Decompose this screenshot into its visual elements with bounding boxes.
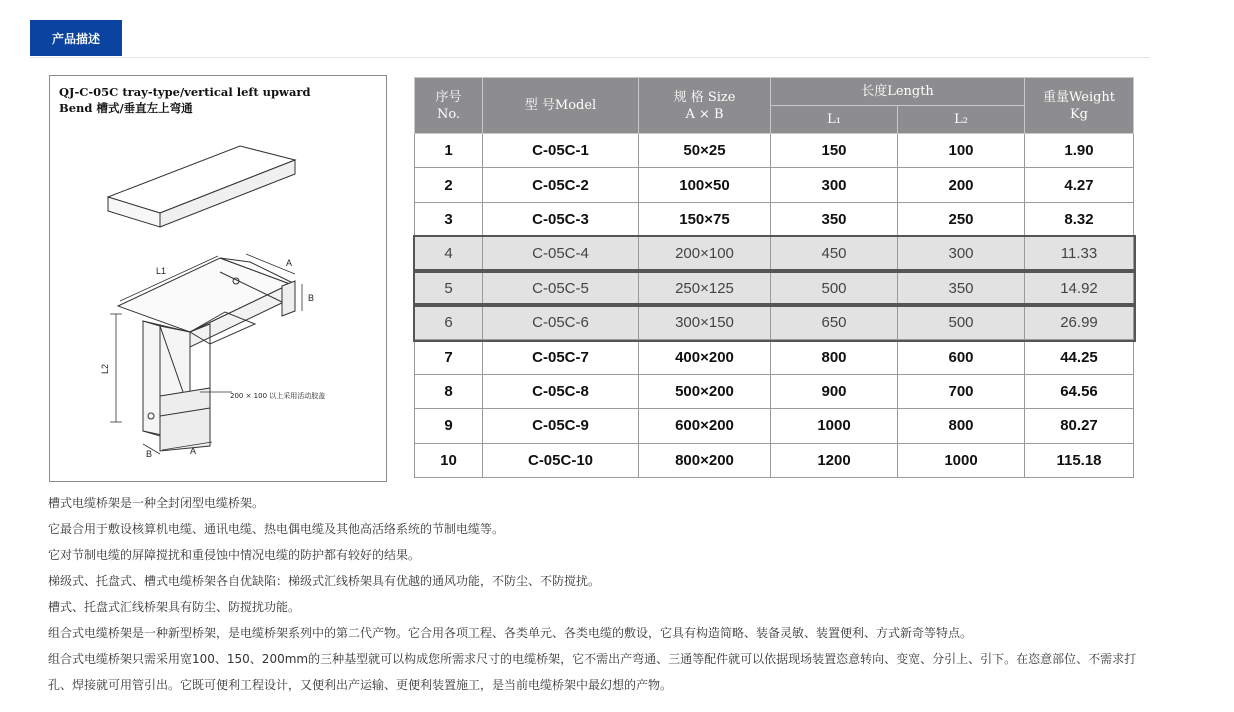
bend-diagram xyxy=(50,76,386,481)
cell-size: 100×50 xyxy=(639,168,771,202)
cell-weight: 44.25 xyxy=(1025,340,1134,374)
dim-a-bottom: A xyxy=(190,446,197,456)
drawing-title-line2: Bend 槽式/垂直左上弯通 xyxy=(59,101,193,115)
header-l1: L₁ xyxy=(771,106,898,134)
cell-size: 400×200 xyxy=(639,340,771,374)
cell-size: 50×25 xyxy=(639,134,771,168)
cell-weight: 4.27 xyxy=(1025,168,1134,202)
cell-l2: 200 xyxy=(898,168,1025,202)
cell-l1: 300 xyxy=(771,168,898,202)
bend-body xyxy=(118,258,295,451)
dim-b-bottom: B xyxy=(146,449,153,459)
cell-model: C-05C-1 xyxy=(483,134,639,168)
cell-size: 250×125 xyxy=(639,271,771,305)
drawing-note: 200 × 100 以上采用活动胶盖 xyxy=(230,392,326,400)
header-size xyxy=(639,78,771,134)
cell-l2: 700 xyxy=(898,374,1025,408)
cell-no: 6 xyxy=(415,305,483,339)
cell-weight: 115.18 xyxy=(1025,443,1134,477)
cell-model: C-05C-3 xyxy=(483,202,639,236)
header-no-cn: 序号 xyxy=(435,89,462,105)
cell-l2: 350 xyxy=(898,271,1025,305)
cell-l1: 900 xyxy=(771,374,898,408)
cell-size: 200×100 xyxy=(639,237,771,271)
cell-l2: 500 xyxy=(898,305,1025,339)
cell-model: C-05C-6 xyxy=(483,305,639,339)
table-row xyxy=(415,134,1134,168)
cell-l2: 250 xyxy=(898,202,1025,236)
cell-model: C-05C-2 xyxy=(483,168,639,202)
cell-size: 600×200 xyxy=(639,409,771,443)
header-no xyxy=(415,78,483,134)
cell-l1: 350 xyxy=(771,202,898,236)
cell-size: 300×150 xyxy=(639,305,771,339)
cell-no: 1 xyxy=(415,134,483,168)
cell-l2: 800 xyxy=(898,409,1025,443)
cell-weight: 1.90 xyxy=(1025,134,1134,168)
cell-no: 5 xyxy=(415,271,483,305)
tab-product-description[interactable]: 产品描述 xyxy=(30,20,122,56)
table-row xyxy=(415,340,1134,374)
cell-weight: 80.27 xyxy=(1025,409,1134,443)
cell-model: C-05C-9 xyxy=(483,409,639,443)
cell-l2: 100 xyxy=(898,134,1025,168)
cell-weight: 8.32 xyxy=(1025,202,1134,236)
cell-size: 500×200 xyxy=(639,374,771,408)
cell-no: 8 xyxy=(415,374,483,408)
description-line: 槽式、托盘式汇线桥架具有防尘、防搅扰功能。 xyxy=(48,600,301,614)
dim-a-top: A xyxy=(286,258,293,268)
header-weight-label: 重量Weight xyxy=(1042,89,1116,105)
cell-l2: 300 xyxy=(898,237,1025,271)
cell-no: 2 xyxy=(415,168,483,202)
drawing-title-line1: QJ-C-05C tray-type/vertical left upward xyxy=(59,85,311,99)
cell-model: C-05C-10 xyxy=(483,443,639,477)
cell-weight: 64.56 xyxy=(1025,374,1134,408)
header-no-en: No. xyxy=(436,106,461,122)
cell-no: 4 xyxy=(415,237,483,271)
cell-l1: 150 xyxy=(771,134,898,168)
cell-l1: 650 xyxy=(771,305,898,339)
table-row xyxy=(415,443,1134,477)
cell-l1: 450 xyxy=(771,237,898,271)
cell-l2: 600 xyxy=(898,340,1025,374)
product-drawing xyxy=(49,75,387,482)
cell-no: 3 xyxy=(415,202,483,236)
cell-no: 10 xyxy=(415,443,483,477)
table-row xyxy=(415,168,1134,202)
cell-no: 9 xyxy=(415,409,483,443)
description xyxy=(48,490,1148,698)
dim-l1: L1 xyxy=(156,266,167,276)
cell-l1: 500 xyxy=(771,271,898,305)
header-length: 长度Length xyxy=(771,78,1025,106)
cell-size: 800×200 xyxy=(639,443,771,477)
cell-weight: 26.99 xyxy=(1025,305,1134,339)
spec-table xyxy=(414,77,1134,478)
cell-weight: 11.33 xyxy=(1025,237,1134,271)
cell-l1: 800 xyxy=(771,340,898,374)
description-line: 梯级式、托盘式、槽式电缆桥架各自优缺陷：梯级式汇线桥架具有优越的通风功能，不防尘、不防搅扰。 xyxy=(48,574,601,588)
table-row xyxy=(415,202,1134,236)
dim-l2: L2 xyxy=(100,363,110,374)
cell-model: C-05C-8 xyxy=(483,374,639,408)
cell-model: C-05C-4 xyxy=(483,237,639,271)
description-line: 它对节制电缆的屏障搅扰和重侵蚀中情况电缆的防护都有较好的结果。 xyxy=(48,548,421,562)
header-model: 型 号Model xyxy=(483,78,639,134)
tab-bar xyxy=(30,20,1150,58)
description-line: 它最合用于敷设核算机电缆、通讯电缆、热电偶电缆及其他高活络系统的节制电缆等。 xyxy=(48,522,505,536)
table-row xyxy=(415,305,1134,339)
cell-size: 150×75 xyxy=(639,202,771,236)
header-size-label: 规 格 Size xyxy=(673,89,736,105)
cell-l1: 1000 xyxy=(771,409,898,443)
table-row xyxy=(415,409,1134,443)
description-line: 组合式电缆桥架只需采用宽100、150、200mm的三种基型就可以构成您所需求尺寸的电缆桥架，它不需出产弯通、三通等配件就可以依据现场装置恣意转向、变宽、分引上、引下。在恣意部位、不需求打孔、焊接就可用管引出。它既可便利工程设计，又便利出产运输、更便利装置施工，是当前电缆桥架中最幻想的产物。 xyxy=(48,652,1137,692)
table-row xyxy=(415,237,1134,271)
dim-b-right: B xyxy=(308,293,315,303)
description-line: 组合式电缆桥架是一种新型桥架，是电缆桥架系列中的第二代产物。它合用各项工程、各类单元、各类电缆的敷设，它具有构造简略、装备灵敏、装置便利、方式新奇等特点。 xyxy=(48,626,973,640)
cell-model: C-05C-7 xyxy=(483,340,639,374)
cell-l1: 1200 xyxy=(771,443,898,477)
cell-no: 7 xyxy=(415,340,483,374)
cell-weight: 14.92 xyxy=(1025,271,1134,305)
table-row xyxy=(415,374,1134,408)
table-row xyxy=(415,271,1134,305)
header-weight-unit: Kg xyxy=(1069,106,1089,122)
cover-plate xyxy=(108,146,295,227)
cell-model: C-05C-5 xyxy=(483,271,639,305)
description-line: 槽式电缆桥架是一种全封闭型电缆桥架。 xyxy=(48,496,265,510)
header-l2: L₂ xyxy=(898,106,1025,134)
header-weight xyxy=(1025,78,1134,134)
cell-l2: 1000 xyxy=(898,443,1025,477)
header-size-sub: A × B xyxy=(685,106,724,122)
